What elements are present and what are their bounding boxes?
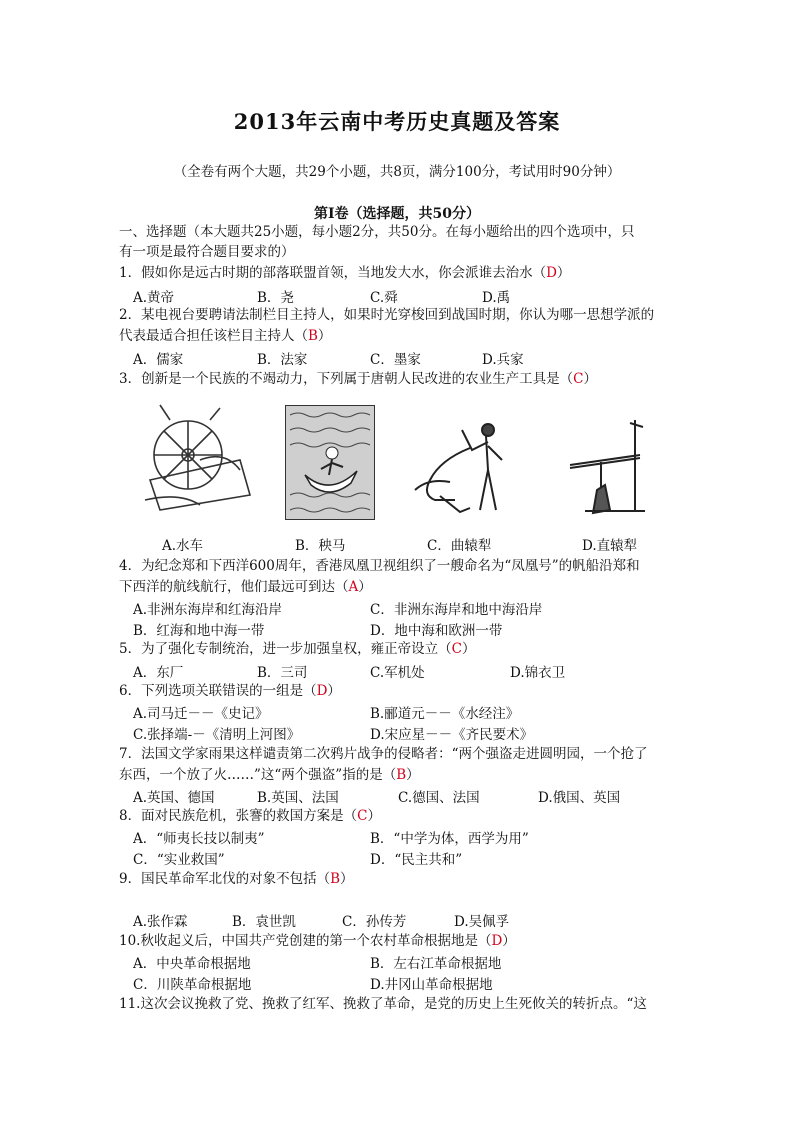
- option-b: B．红海和地中海一带: [133, 623, 265, 639]
- option-c: C.德国、法国: [398, 790, 480, 806]
- option-b: B.郦道元－－《水经注》: [370, 706, 520, 722]
- answer-mark: B: [308, 328, 318, 344]
- caption-b: B．秧马: [295, 538, 346, 554]
- option-b: B．袁世凯: [232, 914, 296, 930]
- option-a: A.张作霖: [133, 914, 188, 930]
- option-b: B．法家: [257, 352, 308, 368]
- page-title: 2013年云南中考历史真题及答案: [233, 109, 561, 134]
- question-5: 5．为了强化专制统治，进一步加强皇权，雍正帝设立（C）: [119, 641, 476, 657]
- question-9: 9．国民革命军北伐的对象不包括（B）: [119, 871, 354, 887]
- option-b: B．尧: [257, 290, 294, 306]
- option-d: D.禹: [482, 290, 511, 306]
- caption-d: D.直辕犁: [582, 538, 638, 554]
- answer-mark: A: [348, 579, 359, 595]
- option-c: C．孙传芳: [342, 914, 407, 930]
- option-d: D.兵家: [482, 352, 524, 368]
- option-d: D.井冈山革命根据地: [370, 977, 493, 993]
- option-c: C．墨家: [370, 352, 421, 368]
- option-b: B．“中学为体，西学为用”: [370, 831, 529, 847]
- question-11: 11.这次会议挽救了党、挽救了红军、挽救了革命，是党的历史上生死攸关的转折点。“这: [119, 996, 647, 1012]
- option-d: D.吴佩孚: [454, 914, 510, 930]
- question-7-cont: 东西，一个放了火……”这“两个强盗”指的是（B）: [119, 767, 420, 783]
- option-c: C.军机处: [370, 665, 425, 681]
- answer-mark: C: [451, 641, 462, 657]
- question-8: 8．面对民族危机，张謇的救国方案是（C）: [119, 808, 381, 824]
- question-3: 3．创新是一个民族的不竭动力，下列属于唐朝人民改进的农业生产工具是（C）: [119, 371, 597, 387]
- option-c: C．川陕革命根据地: [133, 977, 252, 993]
- answer-mark: C: [573, 371, 584, 387]
- option-a: A．儒家: [133, 352, 184, 368]
- caption-a: A.水车: [162, 538, 204, 554]
- option-d: D．地中海和欧洲一带: [370, 623, 503, 639]
- option-d: D.俄国、英国: [538, 790, 621, 806]
- option-d: D.锦衣卫: [510, 665, 566, 681]
- question-2-cont: 代表最适合担任该栏目主持人（B）: [119, 328, 332, 344]
- option-a: A.黄帝: [133, 290, 175, 306]
- answer-mark: D: [546, 265, 557, 281]
- option-d: D．“民主共和”: [370, 852, 463, 868]
- question-1: 1．假如你是远古时期的部落联盟首领，当地发大水，你会派谁去治水（D）: [119, 265, 571, 281]
- option-a: A.英国、德国: [133, 790, 215, 806]
- answer-mark: D: [316, 683, 328, 699]
- question-10: 10.秋收起义后，中国共产党创建的第一个农村革命根据地是（D）: [119, 933, 516, 949]
- page-subtitle: （全卷有两个大题，共29个小题，共8页，满分100分，考试用时90分钟）: [173, 164, 621, 180]
- option-b: B.英国、法国: [257, 790, 339, 806]
- water-wheel-image: [140, 400, 255, 520]
- option-d: D.宋应星－－《齐民要术》: [370, 727, 534, 743]
- question-6: 6．下列选项关联错误的一组是（D）: [119, 683, 341, 699]
- answer-mark: B: [330, 871, 341, 887]
- question-4: 4．为纪念郑和下西洋600周年，香港凤凰卫视组织了一艘命名为“凤凰号”的帆船沿郑和: [119, 558, 640, 574]
- option-b: B．三司: [257, 665, 308, 681]
- option-c: C.舜: [370, 290, 398, 306]
- option-a: A.非洲东海岸和红海沿岸: [133, 602, 283, 618]
- question-7: 7．法国文学家雨果这样谴责第二次鸦片战争的侵略者：“两个强盗走进圆明园，一个抢了: [119, 746, 648, 762]
- option-a: A．中央革命根据地: [133, 956, 251, 972]
- answer-mark: C: [357, 808, 368, 824]
- answer-mark: B: [396, 767, 407, 783]
- answer-mark: D: [491, 933, 503, 949]
- section-heading: 第Ⅰ卷（选择题，共50分）: [313, 206, 481, 222]
- instruction-line: 有一项是最符合题目要求的）: [119, 244, 295, 260]
- instruction-line: 一、选择题（本大题共25小题，每小题2分，共50分。在每小题给出的四个选项中，只: [119, 224, 635, 240]
- curved-plough-image: [410, 420, 520, 520]
- option-c: C．非洲东海岸和地中海沿岸: [370, 602, 543, 618]
- question-2: 2．某电视台要聘请法制栏目主持人，如果时光穿梭回到战国时期，你认为哪一思想学派的: [119, 307, 655, 323]
- option-b: B．左右江革命根据地: [370, 956, 502, 972]
- yangma-image: [285, 405, 375, 520]
- option-c: C.张择端-－《清明上河图》: [133, 727, 301, 743]
- question-4-cont: 下西洋的航线航行，他们最远可到达（A）: [119, 579, 372, 595]
- option-c: C．“实业救国”: [133, 852, 225, 868]
- straight-plough-image: [565, 415, 655, 520]
- caption-c: C．曲辕犁: [427, 538, 492, 554]
- option-a: A.司马迁－－《史记》: [133, 706, 269, 722]
- option-a: A．东厂: [133, 665, 184, 681]
- option-a: A．“师夷长技以制夷”: [133, 831, 265, 847]
